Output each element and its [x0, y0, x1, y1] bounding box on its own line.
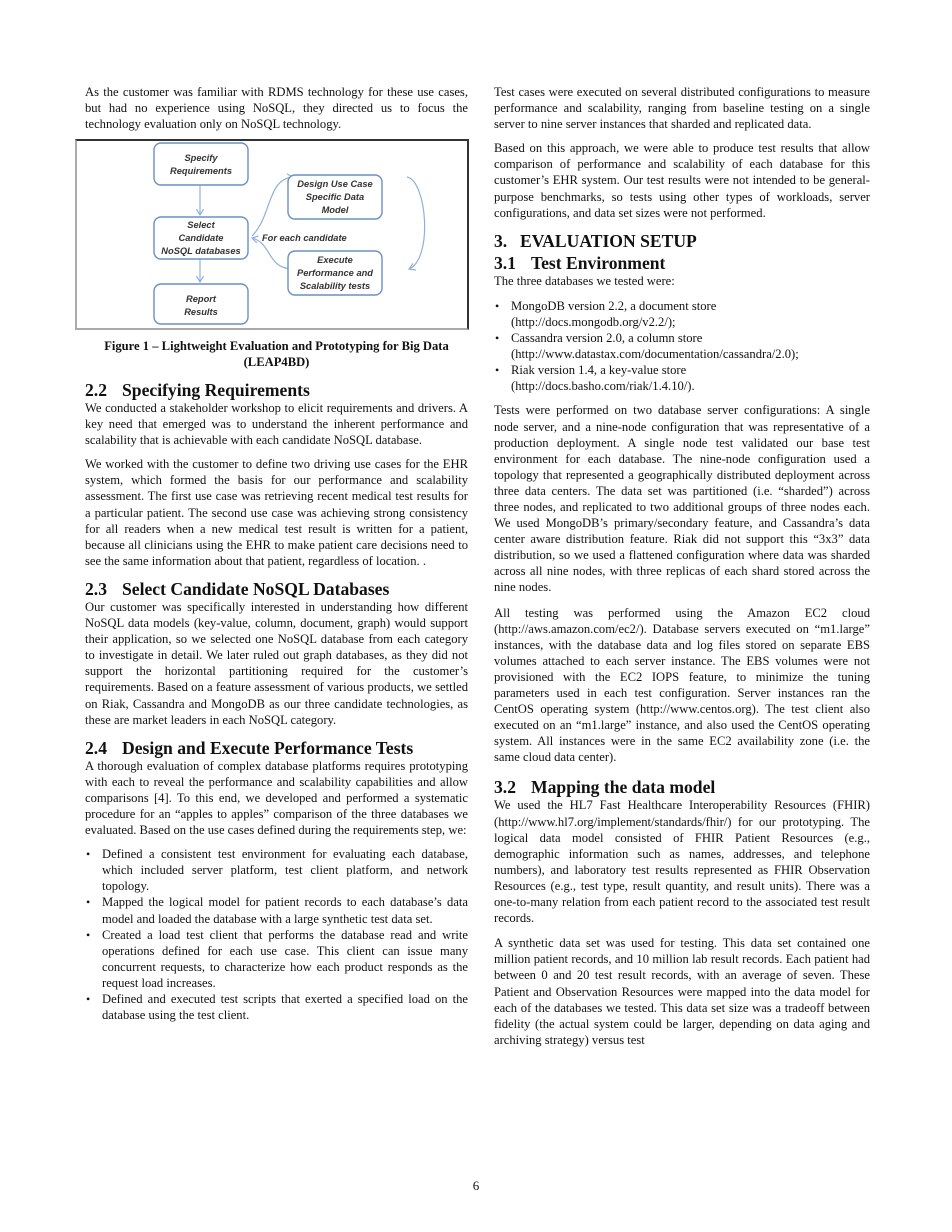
- figure-1-diagram: [75, 139, 469, 330]
- section-3-2-paragraph-1: We used the HL7 Fast Healthcare Interoperability Resources (FHIR) (http://www.hl7.org/implement/standards/fhir/) for our prototyping. The logical data model consisted of FHIR Patient Resources (e.g., demographic information such as names, addresses, and telephone numbers), and laboratory test results represented as FHIR Observation Resources (e.g., test type, result quantity, and result units). There was a one-to-many relation from each patient record to the associated test result records.: [494, 798, 870, 926]
- label-select-1: Select: [187, 220, 215, 230]
- list-item: • Mapped the logical model for patient records to each database’s data model and loaded the database with a large synthetic test data set.: [85, 894, 468, 926]
- label-for-each-candidate: For each candidate: [262, 233, 347, 243]
- section-3-1-intro: The three databases we tested were:: [494, 273, 675, 288]
- section-2-4-heading: 2.4 Design and Execute Performance Tests: [85, 737, 414, 758]
- mongodb-url: (http://docs.mongodb.org/v2.2/);: [511, 314, 676, 329]
- database-list: [494, 298, 870, 395]
- section-2-4-continued-paragraph-2: Based on this approach, we were able to produce test results that allow comparison of performance and scalability of each database for this customer’s EHR system. Our test results were not intended to be general-purpose benchmarks, so tests using other types of workloads, server configurations, and data set sizes were not performed.: [494, 141, 870, 220]
- figure-caption: Figure 1 – Lightweight Evaluation and Prototyping for Big Data (LEAP4BD): [104, 339, 449, 369]
- list-item-cassandra: • Cassandra version 2.0, a column store (http://www.datastax.com/documentation/cassandra/2.0);: [494, 330, 870, 362]
- list-item: • Created a load test client that performs the database read and write operations defined for each use case. This client can issue many concurrent requests, to characterize how each product responds as the request load increases.: [85, 927, 468, 991]
- label-design-2: Specific Data: [305, 192, 365, 202]
- list-item: • Defined a consistent test environment for evaluating each database, which included server platform, test client platform, and network topology.: [85, 846, 468, 894]
- label-report-1: Report: [186, 294, 216, 304]
- cassandra-url: (http://www.datastax.com/documentation/cassandra/2.0);: [511, 347, 799, 362]
- list-item: • Defined and executed test scripts that exerted a specified load on the database using the test client.: [85, 991, 468, 1023]
- section-2-4-bullet-list: [85, 846, 468, 1023]
- right-column: [494, 84, 870, 1048]
- section-3-2-heading: 3.2 Mapping the data model: [494, 777, 716, 798]
- left-column-body: [85, 380, 468, 1023]
- section-2-2-paragraph-2: We worked with the customer to define two driving use cases for the EHR system, which formed the basis for our performance and scalability assessment. The first use case was retrieving recent medical test results for a particular patient. The second use case was achieving strong consistency for all readers when a new medical test result is written for a patient, because all clinicians using the EHR to make patient care decisions need to see the same information about that patient, regardless of location. .: [85, 457, 468, 568]
- label-execute-2: Performance and: [297, 268, 373, 278]
- label-select-2: Candidate: [178, 233, 224, 243]
- box-specify-requirements: [154, 143, 248, 185]
- label-specify-2: Requirements: [170, 166, 232, 176]
- section-2-4-paragraph-1: A thorough evaluation of complex database platforms requires prototyping with each to reveal the performance and scalability capabilities and allow comparisons [4]. To this end, we developed and performed a systematic procedure for an “apples to apples” comparison of the three databases we evaluated. Based on the use cases defined during the requirements step, we:: [85, 758, 468, 838]
- left-column: [85, 84, 468, 132]
- section-2-4-continued-paragraph-1: Test cases were executed on several distributed configurations to measure performance and scalability, ranging from baseline testing on a single server to nine server instances that sharded and replicated data.: [494, 85, 870, 132]
- section-2-2-paragraph-1: We conducted a stakeholder workshop to elicit requirements and drivers. A key need that emerged was to understand the inherent performance and scalability that is achievable with each candidate NoSQL database.: [85, 401, 468, 448]
- section-3-2-paragraph-2: A synthetic data set was used for testing. This data set contained one million patient records, and 10 million lab result records. Each patient had between 0 and 20 test result records, with an average of seven. These Patient and Observation Resources were mapped into the data model for each of the databases we tested. This data set size was a tradeoff between fidelity (the actual system could be larger, depending on data aging and archiving strategy) versus test: [494, 936, 870, 1047]
- section-3-heading: 3. EVALUATION SETUP: [494, 230, 697, 251]
- label-execute-3: Scalability tests: [299, 281, 371, 291]
- label-design-3: Model: [321, 205, 349, 215]
- box-report-results: [154, 284, 248, 324]
- leap4bd-flow-diagram: [77, 141, 467, 328]
- section-2-3-heading: 2.3 Select Candidate NoSQL Databases: [85, 578, 390, 599]
- label-execute-1: Execute: [317, 255, 353, 265]
- label-design-1: Design Use Case: [297, 179, 373, 189]
- list-item-mongodb: • MongoDB version 2.2, a document store (http://docs.mongodb.org/v2.2/);: [494, 298, 870, 330]
- section-3-1-paragraph-1: Tests were performed on two database server configurations: A single node server, and a nine-node configuration that was representative of a production deployment. A single node test validated our base test environment for each database. The nine-node configuration used a topology that represented a geographically distributed deployment across three data centers. The data set was partitioned (i.e. “sharded”) across three nodes, and replicated to two additional groups of three nodes each. We used MongoDB’s primary/secondary feature, and Cassandra’s data center aware distribution feature. Riak did not support this “3x3” data distribution, so we used a flattened configuration where data was sharded across all nine nodes, with three replicas of each shard stored across the nine nodes.: [494, 403, 870, 595]
- intro-paragraph: As the customer was familiar with RDMS technology for these use cases, but had no experience using NoSQL, they directed us to focus the technology evaluation only on NoSQL technology.: [85, 85, 468, 132]
- page-number: 6: [472, 1178, 480, 1193]
- section-2-2-heading: 2.2 Specifying Requirements: [85, 380, 310, 400]
- riak-url: (http://docs.basho.com/riak/1.4.10/).: [511, 379, 695, 394]
- list-item-riak: • Riak version 1.4, a key-value store (http://docs.basho.com/riak/1.4.10/).: [494, 362, 870, 394]
- section-3-1-paragraph-2: All testing was performed using the Amazon EC2 cloud (http://aws.amazon.com/ec2/). Database servers executed on “m1.large” instances, with the database data and log files stored on separate EBS volumes attached to each server instance. The EBS volumes were not provisioned with the EC2 IOPS feature, to minimize the tuning parameters used in each test configuration. Server instances ran the CentOS operating system (http://www.centos.org). The test client also executed on an “m1.large” instance, and also used the CentOS operating system. All instances were in the same EC2 availability zone (i.e. the same cloud data center).: [494, 605, 870, 765]
- section-3-1-heading: 3.1 Test Environment: [494, 252, 666, 273]
- label-select-3: NoSQL databases: [161, 246, 241, 256]
- section-2-3-paragraph-1: Our customer was specifically interested in understanding how different NoSQL data models (key-value, column, document, graph) would support their application, so we selected one NoSQL database from each category to investigate in detail. We later ruled out graph databases, as they did not support the horizontal partitioning required for the customer’s requirements. Based on a feature assessment of various products, we settled on Riak, Cassandra and MongoDB as our three candidate technologies, as these are market leaders in each NoSQL category.: [85, 599, 468, 727]
- label-report-2: Results: [184, 307, 218, 317]
- label-specify-1: Specify: [184, 153, 218, 163]
